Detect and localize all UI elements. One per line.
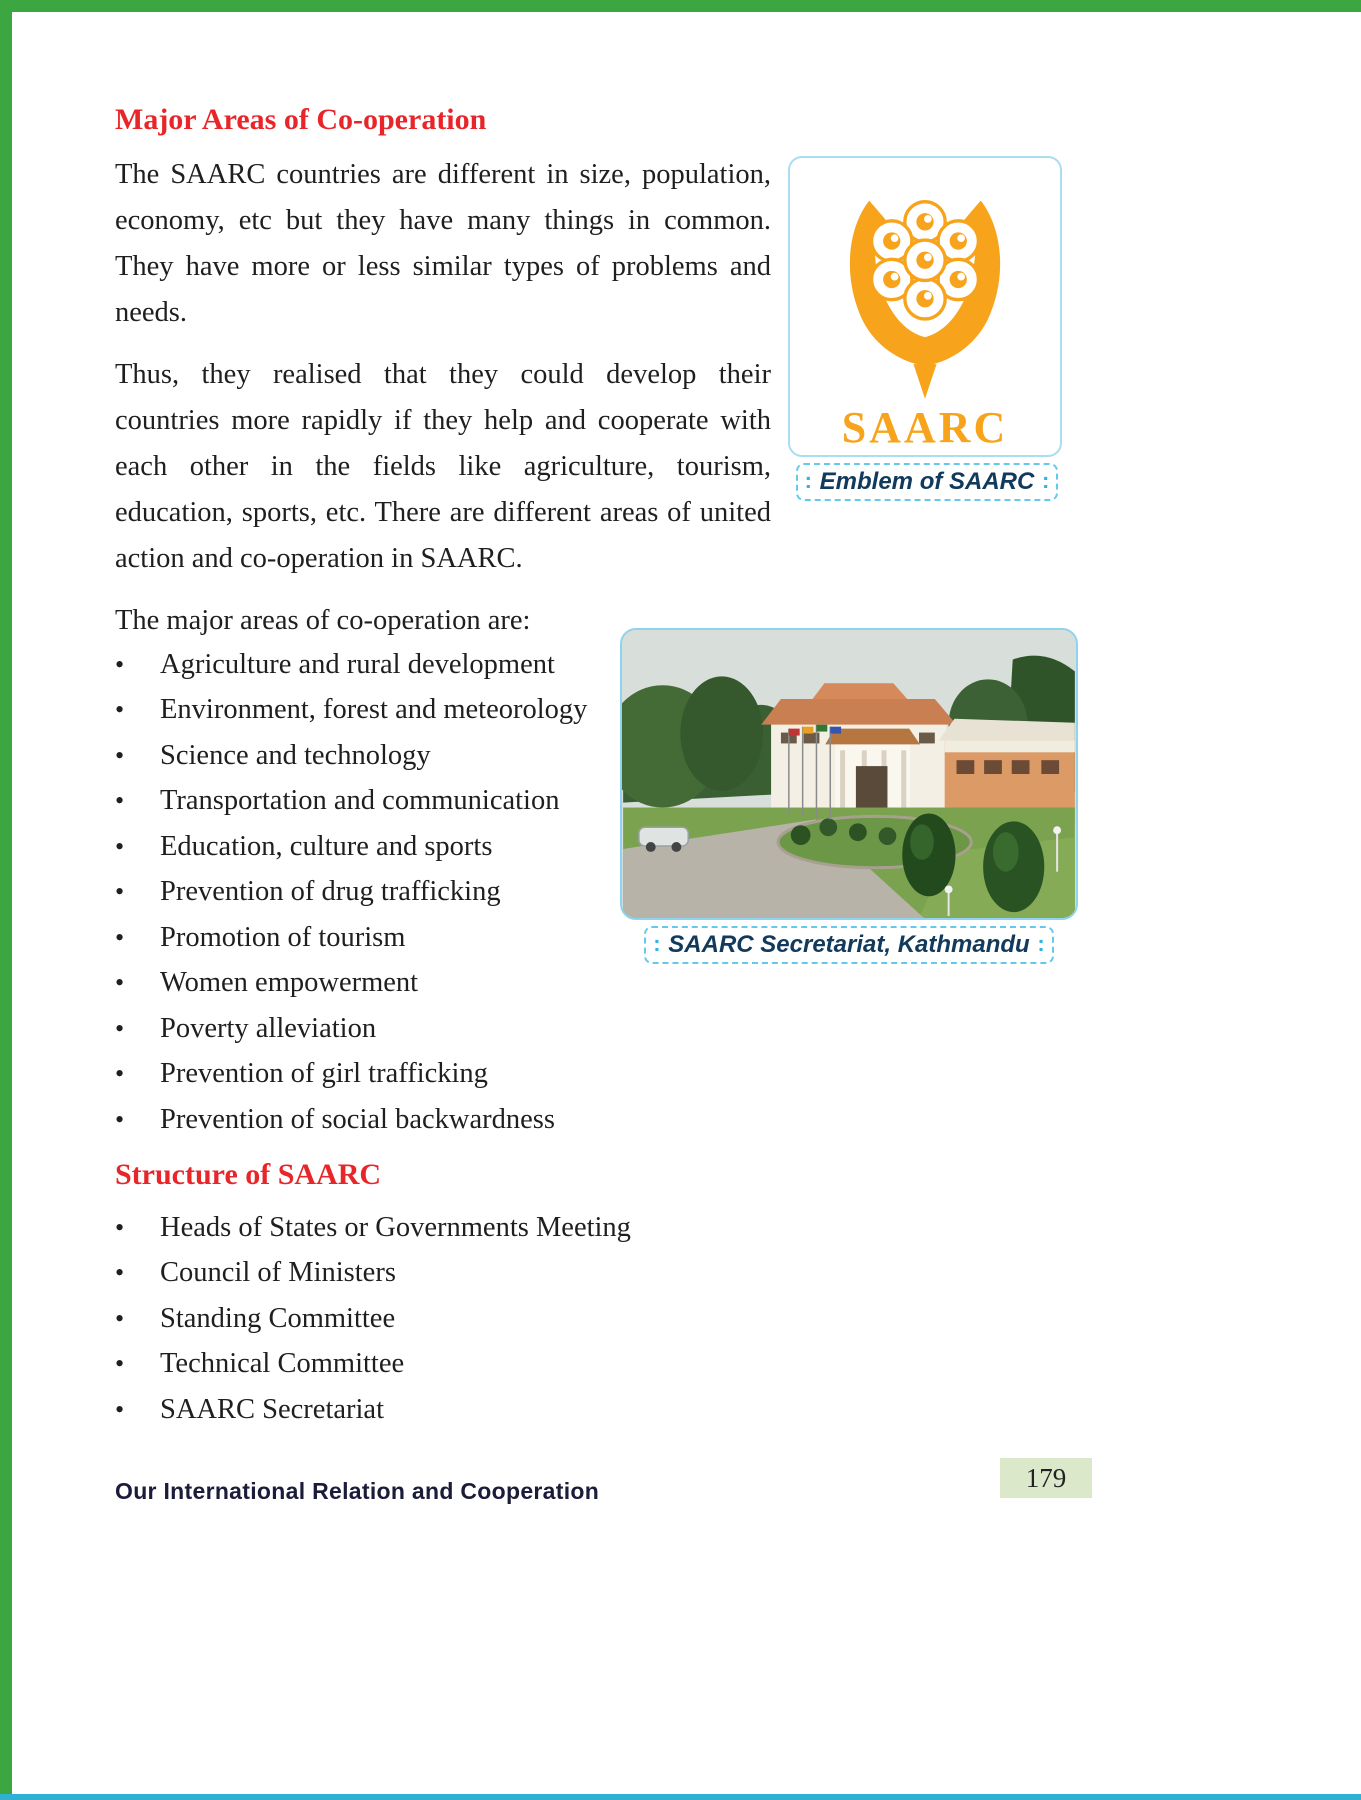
- saarc-emblem-icon: [819, 168, 1031, 416]
- bullet-marker: •: [115, 786, 125, 816]
- list-item-label: Prevention of girl trafficking: [160, 1058, 488, 1090]
- list-item-label: Prevention of social backwardness: [160, 1103, 555, 1135]
- list-item: [115, 779, 635, 825]
- list-item: [115, 642, 635, 688]
- paragraph-2: Thus, they realised that they could develop their countries more rapidly if they help and cooperate with each other in the fields like agriculture, tourism, education, sports, etc. There are different areas of united action and co-operation in SAARC.: [115, 359, 771, 574]
- list-item: [115, 1342, 765, 1388]
- bullet-marker: •: [115, 649, 125, 679]
- bullet-marker: •: [115, 922, 125, 952]
- list-item-label: Standing Committee: [160, 1302, 396, 1334]
- list-item: [115, 1097, 635, 1143]
- bullet-marker: •: [115, 831, 125, 861]
- list-item: [115, 688, 635, 734]
- bullet-marker: •: [115, 1013, 125, 1043]
- page-number-badge: 179: [1000, 1458, 1092, 1498]
- bullet-marker: •: [115, 1394, 125, 1424]
- photo-caption: : SAARC Secretariat, Kathmandu :: [644, 926, 1053, 964]
- emblem-figure: [788, 156, 1066, 501]
- list-item: [115, 1006, 635, 1052]
- paragraph-1: The SAARC countries are different in size, population, economy, etc but they have many things in common. They have more or less similar types of problems and needs.: [115, 159, 771, 328]
- list-item: [115, 1205, 765, 1251]
- page-edge-left: [0, 0, 12, 1800]
- heading-structure: Structure of SAARC: [115, 1158, 382, 1191]
- footer-chapter-title: Our International Relation and Cooperation: [115, 1478, 600, 1504]
- secretariat-photo: [620, 628, 1078, 920]
- bullet-marker: •: [115, 1104, 125, 1134]
- cooperation-areas-list: [115, 642, 635, 1143]
- bullet-marker: •: [115, 968, 125, 998]
- page-edge-bottom: [0, 1794, 1361, 1800]
- list-item-label: Science and technology: [160, 739, 431, 771]
- secretariat-photo-art: [622, 630, 1076, 918]
- bullet-marker: •: [115, 1059, 125, 1089]
- bullet-marker: •: [115, 740, 125, 770]
- list-item-label: Council of Ministers: [160, 1257, 396, 1289]
- list-item: [115, 870, 635, 916]
- list-item-label: Promotion of tourism: [160, 921, 406, 953]
- list-intro: The major areas of co-operation are:: [115, 605, 531, 636]
- list-item-label: Prevention of drug trafficking: [160, 876, 501, 908]
- emblem-wordmark: SAARC: [841, 403, 1009, 452]
- list-item-label: Technical Committee: [160, 1348, 405, 1380]
- list-item-label: Transportation and communication: [160, 785, 560, 817]
- list-item-label: Education, culture and sports: [160, 830, 493, 862]
- list-item-label: Women empowerment: [160, 967, 419, 999]
- list-item-label: Agriculture and rural development: [160, 648, 555, 680]
- emblem-box: [788, 156, 1062, 457]
- structure-list: [115, 1205, 765, 1433]
- bullet-marker: •: [115, 695, 125, 725]
- list-item-label: Poverty alleviation: [160, 1012, 377, 1044]
- list-item: [115, 1052, 635, 1098]
- bullet-marker: •: [115, 1303, 125, 1333]
- bullet-marker: •: [115, 1258, 125, 1288]
- list-item: [115, 733, 635, 779]
- emblem-caption: : Emblem of SAARC :: [796, 463, 1059, 501]
- list-item: [115, 824, 635, 870]
- list-item: [115, 1387, 765, 1433]
- secretariat-photo-figure: [620, 628, 1078, 964]
- page-edge-top: [0, 0, 1361, 12]
- list-item-label: Heads of States or Governments Meeting: [160, 1211, 631, 1243]
- list-item: [115, 1296, 765, 1342]
- list-item: [115, 961, 635, 1007]
- list-item: [115, 915, 635, 961]
- bullet-marker: •: [115, 877, 125, 907]
- bullet-marker: •: [115, 1349, 125, 1379]
- list-item-label: SAARC Secretariat: [160, 1393, 384, 1425]
- list-item-label: Environment, forest and meteorology: [160, 694, 588, 726]
- heading-major-areas: Major Areas of Co-operation: [115, 103, 487, 136]
- list-item: [115, 1251, 765, 1297]
- bullet-marker: •: [115, 1212, 125, 1242]
